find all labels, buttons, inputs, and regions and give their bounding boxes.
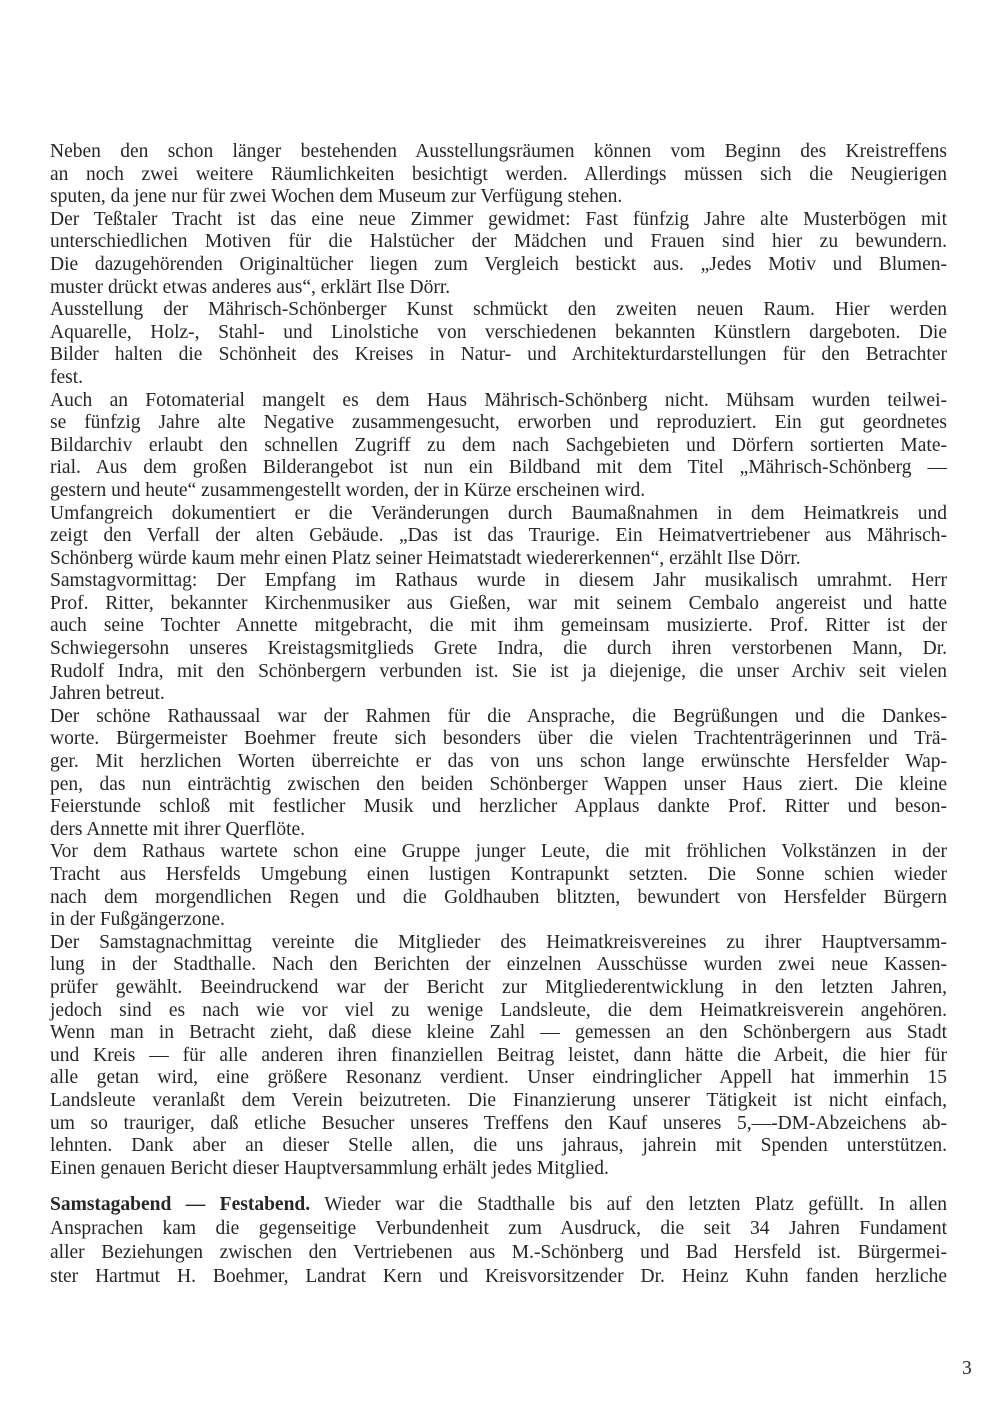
- text-line: nach dem morgendlichen Regen und die Goldhauben blitzten, bewundert von Hersfelder Bürgern: [50, 886, 947, 908]
- text-line: aller Beziehungen zwischen den Vertriebenen aus M.-Schönberg und Bad Hersfeld ist. Bürgermei-: [50, 1242, 947, 1264]
- text-line: Bildarchiv erlaubt den schnellen Zugriff zu dem nach Sachgebieten und Dörfern sortierten Mate-: [50, 434, 947, 456]
- text-line: Bilder halten die Schönheit des Kreises in Natur- und Architekturdarstellungen für den Betrachter: [50, 344, 947, 366]
- text-line: Umfangreich dokumentiert er die Veränderungen durch Baumaßnahmen in dem Heimatkreis und: [50, 502, 947, 524]
- text-line: Neben den schon länger bestehenden Ausstellungsräumen können vom Beginn des Kreistreffens: [50, 141, 947, 162]
- text-line: fest.: [50, 366, 84, 388]
- text-line: Samstagvormittag: Der Empfang im Rathaus wurde in diesem Jahr musikalisch umrahmt. Herr: [50, 570, 947, 592]
- text-line: pen, das nun einträchtig zwischen den beiden Schönberger Wappen unser Haus ziert. Die kleine: [50, 773, 947, 795]
- text-line: Vor dem Rathaus wartete schon eine Gruppe junger Leute, die mit fröhlichen Volkstänzen in der: [50, 841, 947, 863]
- text-run: Wieder war die Stadthalle bis auf den letzten Platz gefüllt. In allen: [310, 1194, 947, 1216]
- text-line: Aquarelle, Holz-, Stahl- und Linolstiche von verschiedenen bekannten Künstlern dargeboten. Die: [50, 321, 947, 343]
- text-line: Ausstellung der Mährisch-Schönberger Kunst schmückt den zweiten neuen Raum. Hier werden: [50, 299, 947, 321]
- text-line: muster drückt etwas anderes aus“, erklärt Ilse Dörr.: [50, 276, 451, 298]
- text-line: rial. Aus dem großen Bilderangebot ist nun ein Bildband mit dem Titel „Mährisch-Schönberg —: [50, 457, 947, 479]
- paragraph: [50, 299, 947, 389]
- text-line: Ansprachen kam die gegenseitige Verbundenheit zum Ausdruck, die seit 34 Jahren Fundament: [50, 1218, 947, 1240]
- text-line: jedoch sind es nach wie vor viel zu wenige Landsleute, die dem Heimatkreisverein angehören.: [50, 999, 947, 1021]
- text-line: Der Teßtaler Tracht ist das eine neue Zimmer gewidmet: Fast fünfzig Jahre alte Musterbögen mit: [50, 208, 947, 230]
- article-body: [50, 141, 947, 1289]
- text-line: lung in der Stadthalle. Nach den Berichten der einzelnen Ausschüsse wurden zwei neue Kassen-: [50, 954, 947, 976]
- paragraph: [50, 141, 947, 209]
- text-line: ster Hartmut H. Boehmer, Landrat Kern und Kreisvorsitzender Dr. Heinz Kuhn fanden herzliche: [50, 1266, 947, 1288]
- paragraph: [50, 932, 947, 1181]
- text-line: Der schöne Rathaussaal war der Rahmen für die Ansprache, die Begrüßungen und die Dankes-: [50, 705, 947, 727]
- paragraph: [50, 706, 947, 842]
- text-line: Der Samstagnachmittag vereinte die Mitglieder des Heimatkreisvereines zu ihrer Hauptversamm-: [50, 931, 947, 953]
- text-line: an noch zwei weitere Räumlichkeiten besichtigt werden. Allerdings müssen sich die Neugierigen: [50, 163, 947, 185]
- text-line: Die dazugehörenden Originaltücher liegen zum Vergleich bestickt aus. „Jedes Motiv und Blumen-: [50, 253, 947, 275]
- paragraph: [50, 390, 947, 503]
- page-number: 3: [962, 1358, 972, 1379]
- text-line: Prof. Ritter, bekannter Kirchenmusiker aus Gießen, war mit seinem Cembalo angereist und hatte: [50, 592, 947, 614]
- text-line: gestern und heute“ zusammengestellt worden, der in Kürze erscheinen wird.: [50, 479, 646, 501]
- paragraph: [50, 841, 947, 931]
- text-line: ger. Mit herzlichen Worten überreichte er das von uns schon lange erwünschte Hersfelder Wap-: [50, 751, 947, 773]
- text-line: Rudolf Indra, mit den Schönbergern verbunden ist. Sie ist ja diejenige, die unser Archiv seit vielen: [50, 660, 947, 682]
- text-line: Auch an Fotomaterial mangelt es dem Haus Mährisch-Schönberg nicht. Mühsam wurden teilwei-: [50, 389, 947, 411]
- paragraph: [50, 503, 947, 571]
- text-line: Jahren betreut.: [50, 683, 165, 705]
- paragraph: [50, 570, 947, 706]
- paragraph: [50, 209, 947, 299]
- text-line: um so trauriger, daß etliche Besucher unseres Treffens den Kauf unseres 5,—-DM-Abzeichens ab-: [50, 1112, 947, 1134]
- text-line: se fünfzig Jahre alte Negative zusammengesucht, erworben und reproduziert. Ein gut geordnetes: [50, 412, 947, 434]
- text-line: worte. Bürgermeister Boehmer freute sich besonders über die vielen Trachtenträgerinnen und Trä-: [50, 728, 947, 750]
- paragraph-festabend: [50, 1193, 947, 1289]
- text-line: Einen genauen Bericht dieser Hauptversammlung erhält jedes Mitglied.: [50, 1157, 609, 1179]
- text-line: und Kreis — für alle anderen ihren finanziellen Beitrag leistet, dann hätte die Arbeit, die hier für: [50, 1044, 947, 1066]
- text-line: Feierstunde schloß mit festlicher Musik und herzlicher Applaus dankte Prof. Ritter und beson-: [50, 796, 947, 818]
- text-line: ders Annette mit ihrer Querflöte.: [50, 818, 306, 840]
- text-line: Schwiegersohn unseres Kreistagsmitglieds Grete Indra, die durch ihren verstorbenen Mann, Dr.: [50, 638, 947, 660]
- text-line: in der Fußgängerzone.: [50, 909, 225, 931]
- text-line: alle getan wird, eine größere Resonanz verdient. Unser eindringlicher Appell hat immerhin 15: [50, 1067, 947, 1089]
- text-line: zeigt den Verfall der alten Gebäude. „Das ist das Traurige. Ein Heimatvertriebener aus Mährisch-: [50, 525, 947, 547]
- text-line: Landsleute veranlaßt dem Verein beizutreten. Die Finanzierung unserer Tätigkeit ist nicht einfach,: [50, 1089, 947, 1111]
- text-line: Schönberg würde kaum mehr einen Platz seiner Heimatstadt wiedererkennen“, erzählt Ilse Dörr.: [50, 547, 801, 569]
- text-line: [50, 1193, 947, 1217]
- text-line: Tracht aus Hersfelds Umgebung einen lustigen Kontrapunkt setzten. Die Sonne schien wieder: [50, 864, 947, 885]
- text-line: Wenn man in Betracht zieht, daß diese kleine Zahl — gemessen an den Schönbergern aus Stadt: [50, 1022, 947, 1044]
- text-line: unterschiedlichen Motiven für die Halstücher der Mädchen und Frauen sind hier zu bewundern.: [50, 231, 947, 253]
- text-line: auch seine Tochter Annette mitgebracht, die mit ihm gemeinsam musizierte. Prof. Ritter ist der: [50, 615, 947, 637]
- section-heading: Samstagabend — Festabend.: [50, 1194, 311, 1216]
- text-line: lehnten. Dank aber an dieser Stelle allen, die uns jahraus, jahrein mit Spenden unterstützen.: [50, 1135, 947, 1157]
- text-line: sputen, da jene nur für zwei Wochen dem Museum zur Verfügung stehen.: [50, 186, 623, 208]
- text-line: prüfer gewählt. Beeindruckend war der Bericht zur Mitgliederentwicklung in den letzten Jahren,: [50, 976, 947, 998]
